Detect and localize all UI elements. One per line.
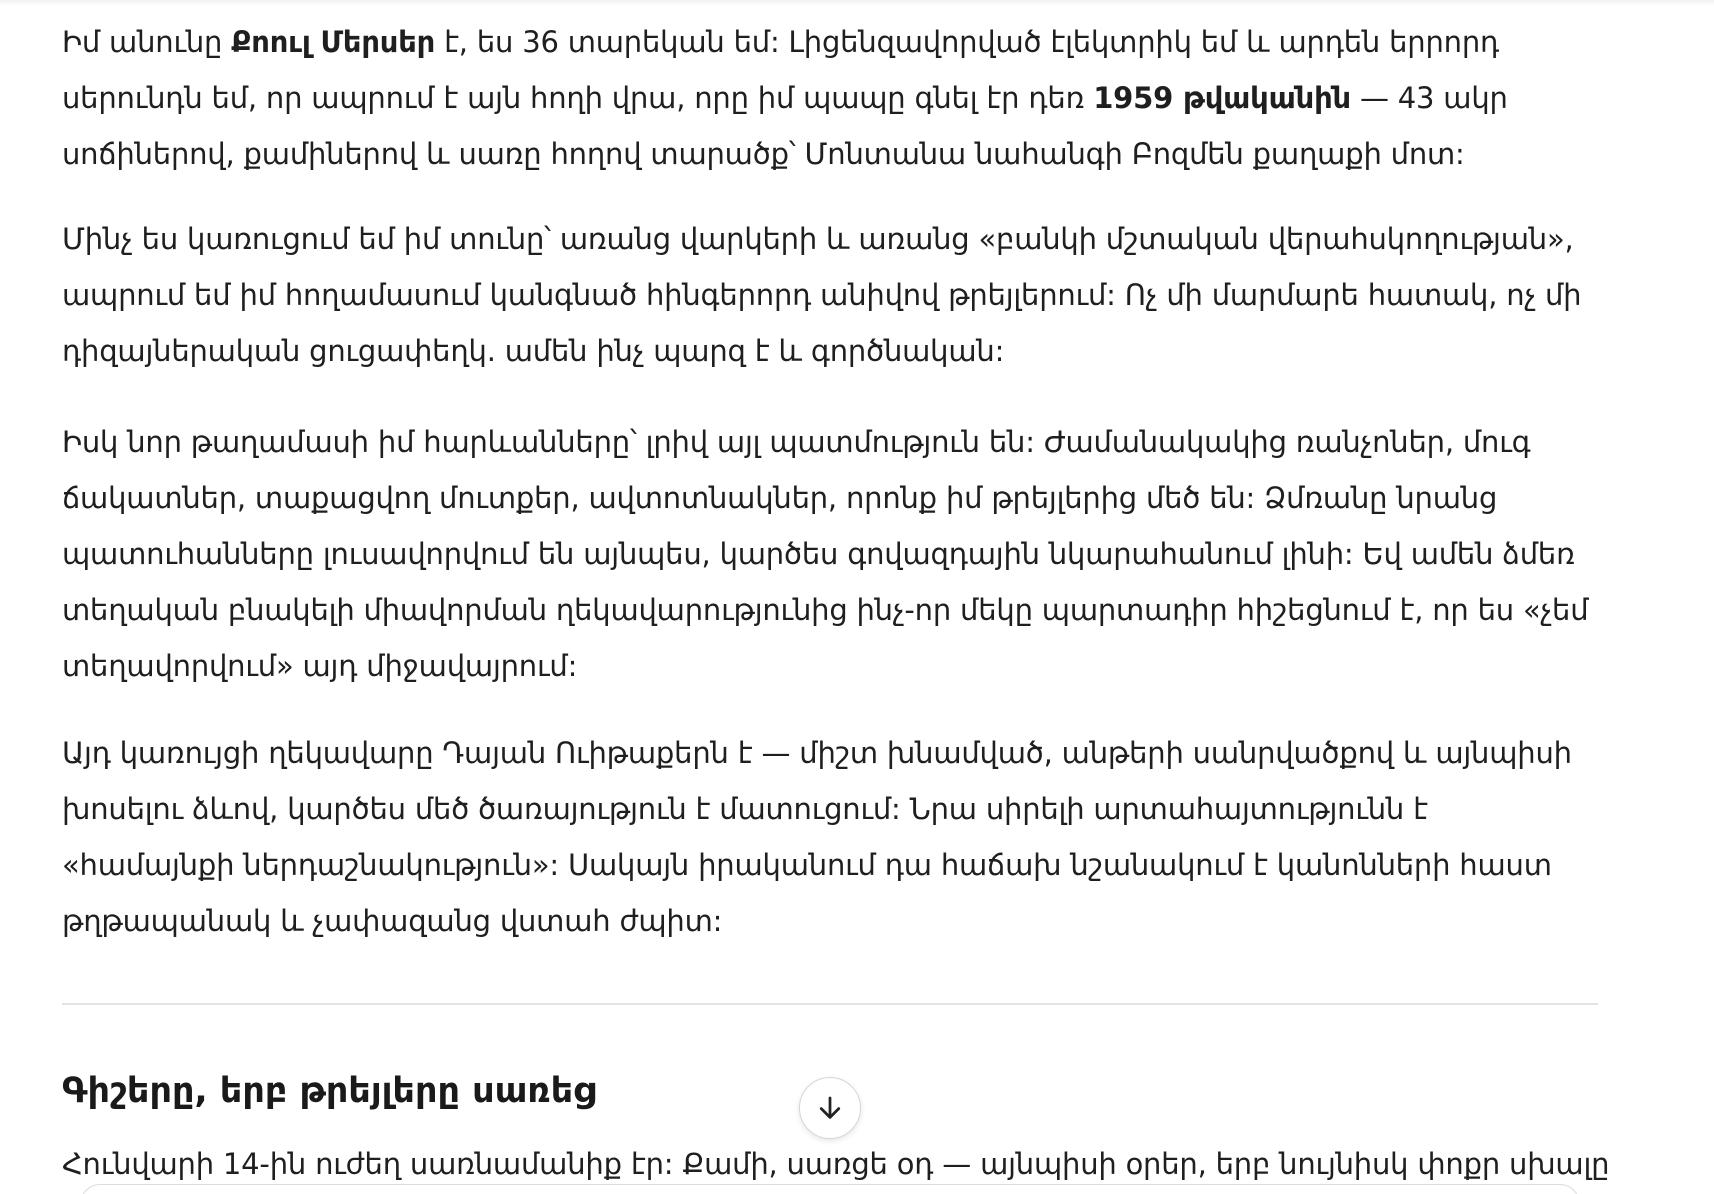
- paragraph-line: [62, 70, 1602, 126]
- text-run: ապրում եմ իմ հողամասում կանգնած հինգերորդ անիվով թրեյլերում: Ոչ մի մարմարե հատակ, ոչ մի: [62, 278, 1582, 312]
- text-run: — 43 ակր: [1350, 81, 1508, 115]
- paragraph-line: [62, 781, 1602, 837]
- paragraph-4: [62, 725, 1602, 949]
- paragraph-line: [62, 414, 1602, 470]
- paragraph-line: [62, 267, 1602, 323]
- paragraph-line: [62, 526, 1602, 582]
- paragraph-line: [62, 582, 1602, 638]
- text-run: սերունդն եմ, որ ապրում է այն հողի վրա, որը իմ պապը գնել էր դեռ: [62, 81, 1094, 115]
- text-run: է, ես 36 տարեկան եմ: Լիցենզավորված էլեկտրիկ եմ և արդեն երրորդ: [435, 25, 1500, 59]
- text-run: սոճիներով, քամիներով և սառը հողով տարածք՝ Մոնտանա նահանգի Բոզմեն քաղաքի մոտ:: [62, 137, 1465, 171]
- paragraph-line: [62, 211, 1602, 267]
- text-run: ճակատներ, տաքացվող մուտքեր, ավտոտնակներ, որոնք իմ թրեյլերից մեծ են: Ձմռանը նրանց: [62, 481, 1498, 515]
- paragraph-2: [62, 211, 1602, 379]
- paragraph-line: [62, 323, 1602, 379]
- paragraph-5: Հունվարի 14-ին ուժեղ սառնամանիք էր: Քամի, սառցե օդ — այնպիսի օրեր, երբ նույնիսկ փոքր սխալը: [62, 1147, 1610, 1181]
- text-run: դիզայներական ցուցափեղկ. ամեն ինչ պարզ է և գործնական:: [62, 334, 1005, 368]
- text-run: Մինչ ես կառուցում եմ իմ տունը՝ առանց վարկերի և առանց «բանկի մշտական վերահսկողության»,: [62, 222, 1574, 256]
- paragraph-line: [62, 837, 1602, 893]
- paragraph-line: [62, 638, 1602, 694]
- text-run: խոսելու ձևով, կարծես մեծ ծառայություն է մատուցում: Նրա սիրելի արտահայտությունն է: [62, 792, 1428, 826]
- paragraph-1: [62, 14, 1602, 182]
- text-run: տեղական բնակելի միավորման ղեկավարությունից ինչ-որ մեկը պարտադիր հիշեցնում է, որ ես «չեմ: [62, 593, 1589, 627]
- arrow-down-icon: [815, 1093, 845, 1123]
- paragraph-line: [62, 126, 1602, 182]
- paragraph-3: [62, 414, 1602, 694]
- paragraph-line: [62, 14, 1602, 70]
- top-shadow: [0, 0, 1714, 6]
- text-run: Իսկ նոր թաղամասի իմ հարևանները՝ լրիվ այլ պատմություն են: Ժամանակակից ռանչոներ, մուգ: [62, 425, 1531, 459]
- bold-text: 1959 թվականին: [1093, 81, 1351, 115]
- section-divider: [62, 1003, 1598, 1005]
- text-run: տեղավորվում» այդ միջավայրում:: [62, 649, 578, 683]
- text-run: թղթապանակ և չափազանց վստահ ժպիտ:: [62, 904, 723, 938]
- text-run: Իմ անունը: [62, 25, 232, 59]
- paragraph-line: [62, 725, 1602, 781]
- paragraph-line: [62, 470, 1602, 526]
- chat-input-box[interactable]: [80, 1184, 1580, 1194]
- scroll-to-bottom-button[interactable]: [799, 1077, 861, 1139]
- bold-text: Քոուլ Մերսեր: [231, 25, 436, 59]
- text-run: պատուհանները լուսավորվում են այնպես, կարծես գովազդային նկարահանում լինի: Եվ ամեն ձմեռ: [62, 537, 1575, 571]
- section-heading: Գիշերը, երբ թրեյլերը սառեց: [62, 1071, 596, 1111]
- text-run: «համայնքի ներդաշնակություն»: Սակայն իրականում դա հաճախ նշանակում է կանոնների հաստ: [62, 848, 1552, 882]
- text-run: Այդ կառույցի ղեկավարը Դայան Ուիթաքերն է — միշտ խնամված, անթերի սանրվածքով և այնպիսի: [62, 736, 1572, 770]
- paragraph-line: [62, 893, 1602, 949]
